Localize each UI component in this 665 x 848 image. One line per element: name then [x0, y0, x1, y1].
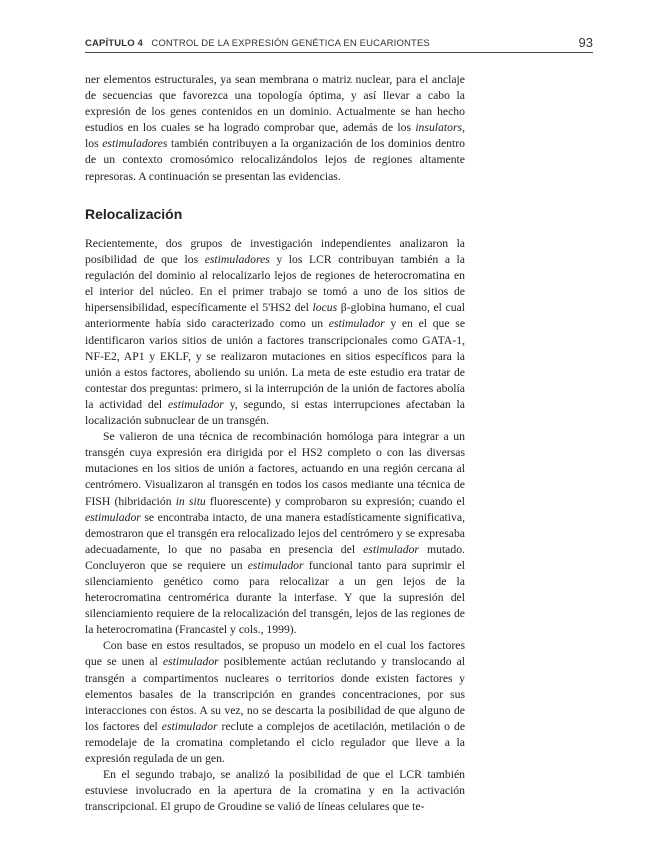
section-heading: Relocalización	[85, 206, 183, 222]
paragraph-2: Se valieron de una técnica de recombinación homóloga para integrar a un transgén cuya expresión era dirigida por el HS2 completo o con las diversas mutaciones en los sitios de unión a factores, actuando en una región cercana al centrómero. Visualizaron al transgén en todos los casos mediante una técnica de FISH (hibridación in situ fluorescente) y comprobaron su expresión; cuando el estimulador se encontraba intacto, de una manera estadísticamente significativa, demostraron que el transgén era relocalizado lejos del centrómero y se expresaba adecuadamente, lo que no pasaba en presencia del estimulador mutado. Concluyeron que se requiere un estimulador funcional tanto para suprimir el silenciamiento genético como para relocalizar a un gen lejos de la heterocromatina centromérica durante la interfase. Y que la supresión del silenciamiento requiere de la relocalización del transgén, lejos de las regiones de la heterocromatina (Francastel y cols., 1999).	[85, 430, 466, 637]
paragraph-3: Con base en estos resultados, se propuso un modelo en el cual los factores que se unen al estimulador posiblemente actúan reclutando y translocando al transgén a compartimentos nucleares o territorios donde existen factores y elementos basales de la transcripción en grandes concentraciones, por sus interacciones con éstos. A su vez, no se descarta la posibilidad de que alguno de los factores del estimulador reclute a complejos de acetilación, metilación o de remodelaje de la cromatina completando el ciclo regulador que lleve a la expresión regulada de un gen.	[85, 639, 466, 765]
page-number: 93	[578, 35, 593, 50]
paragraph-4: En el segundo trabajo, se analizó la posibilidad de que el LCR también estuviese involucrado en la apertura de la cromatina y en la activación transcripcional. El grupo de Groudine se valió de líneas celulares que te-	[85, 768, 465, 814]
paragraph-intro: ner elementos estructurales, ya sean membrana o matriz nuclear, para el anclaje de secuencias que favorezca una topología óptima, y así llevar a cabo la expresión de los genes contenidos en un dominio. Actualmente se han hecho estudios en los cuales se ha logrado comprobar que, además de los insulators, los estimuladores también contribuyen a la organización de los dominios dentro de un contexto cromosómico relocalizándolos lejos de regiones altamente represoras. A continuación se presentan las evidencias.	[85, 73, 465, 183]
section-body	[85, 236, 465, 815]
chapter-title: CONTROL DE LA EXPRESIÓN GENÉTICA EN EUCARIONTES	[151, 38, 430, 49]
chapter-header	[85, 38, 430, 49]
header-rule	[85, 52, 593, 53]
running-header	[85, 35, 593, 52]
intro-paragraph	[85, 72, 465, 185]
paragraph-1: Recientemente, dos grupos de investigación independientes analizaron la posibilidad de que los estimuladores y los LCR contribuyan también a la regulación del dominio al relocalizarlo lejos de regiones de heterocromatina en el interior del núcleo. En el primer trabajo se tomó a uno de los sitios de hipersensibilidad, específicamente el 5'HS2 del locus β-globina humano, el cual anteriormente había sido caracterizado como un estimulador y en el que se identificaron varios sitios de unión a factores transcripcionales como GATA-1, NF-E2, AP1 y EKLF, y se realizaron mutaciones en sitios específicos para la unión a estos factores, aboliendo su unión. La meta de este estudio era tratar de contestar dos preguntas: primero, si la interrupción de la unión de factores abolía la actividad del estimulador y, segundo, si estas interrupciones afectaban la localización subnuclear de un transgén.	[85, 237, 466, 428]
chapter-label: CAPÍTULO 4	[85, 38, 143, 49]
